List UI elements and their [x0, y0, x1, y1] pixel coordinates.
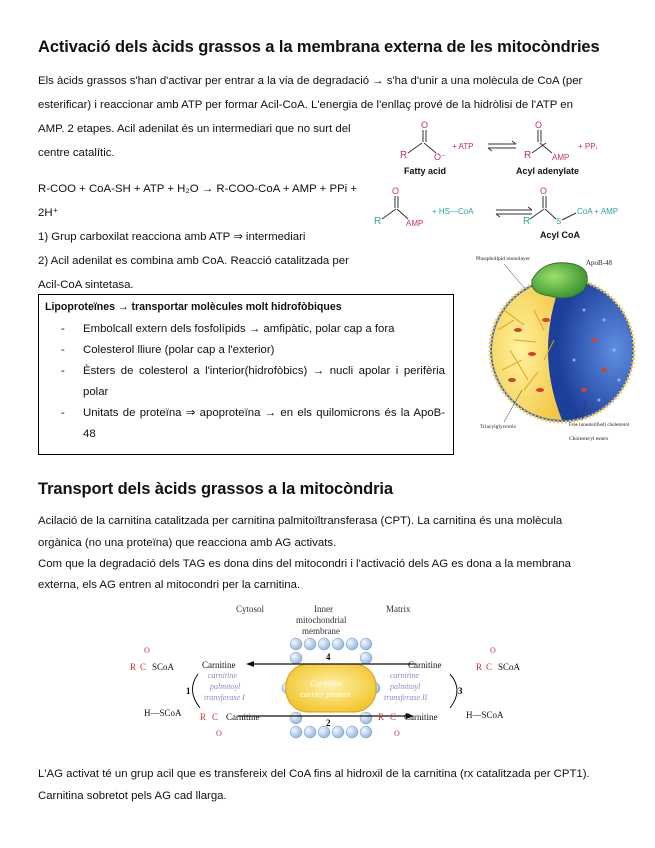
svg-text:transferase I: transferase I: [204, 693, 245, 702]
svg-text:O: O: [421, 120, 429, 130]
svg-text:transferase II: transferase II: [384, 693, 428, 702]
svg-text:AMP: AMP: [406, 219, 424, 228]
svg-text:O: O: [216, 729, 222, 738]
svg-text:Inner: Inner: [314, 604, 333, 614]
carrier-protein-label: Carnitine: [310, 678, 343, 688]
acyl-adenylate-structure: [516, 120, 579, 176]
acylcarnitine-right: Carnitine: [404, 712, 438, 722]
step-1: 1) Grup carboxilat reacciona amb ATP ⇒ intermediari: [38, 231, 306, 243]
phospholipid-label: Phospholipid monolayer: [476, 256, 530, 262]
chylomicron-figure: [474, 250, 642, 450]
svg-text:R: R: [523, 216, 531, 227]
svg-text:membrane: membrane: [302, 626, 340, 636]
svg-text:C: C: [212, 712, 219, 722]
activation-paragraph-line1: Els àcids grassos s'han d'activar per entrar a la via de degradació → s'ha d'unir a una molècula de CoA (per: [38, 75, 583, 87]
list-item: - Colesterol lliure (polar cap a l'exterior): [61, 344, 275, 356]
svg-text:C: C: [390, 712, 397, 722]
acyl-activation-figure: [370, 120, 640, 245]
svg-text:O: O: [535, 120, 543, 130]
svg-text:R: R: [378, 712, 385, 722]
activation-paragraph-line2: esterificar) i reaccionar amb ATP per formar Acil-CoA. L'energia de l'enllaç prové de la hidròlisi de l'ATP en: [38, 99, 573, 111]
list-item: - Unitats de proteïna ⇒ apoproteïna → en els quilomicrons és la ApoB-48: [61, 407, 445, 440]
section-title-activation: Activació dels àcids grassos a la membrana externa de les mitocòndries: [38, 38, 600, 56]
triacylglycerols-label: Triacylglycerols: [480, 424, 516, 430]
lipoprotein-box-title: Lipoproteïnes → transportar molècules molt hidrofòbiques: [45, 301, 342, 313]
section-title-transport: Transport dels àcids grassos a la mitocòndria: [38, 480, 393, 498]
svg-text:R: R: [400, 150, 408, 161]
svg-text:R: R: [476, 662, 483, 672]
svg-text:2: 2: [326, 718, 331, 728]
activation-paragraph-line3: AMP. 2 etapes. Acil adenilat és un intermediari que no surt del: [38, 123, 351, 135]
step-2-line1: 2) Acil adenilat es combina amb CoA. Reacció catalitzada per: [38, 255, 349, 267]
svg-text:O: O: [144, 646, 150, 655]
svg-text:O: O: [392, 186, 400, 196]
transport-paragraph-line4: externa, els AG entren al mitocondri per la carnitina.: [38, 579, 301, 591]
reaction-equation-line1: R-COO + CoA-SH + ATP + H₂O → R-COO-CoA + AMP + PPi +: [38, 183, 358, 195]
transport-paragraph-line2: orgànica (no una proteïna) que reacciona amb AG activats.: [38, 537, 337, 549]
apob48-label: ApoB-48: [586, 259, 613, 267]
lipoprotein-list: [39, 319, 453, 445]
acyl-transfer-line1: L'AG activat té un grup acil que es transfereix del CoA fins al hidroxil de la carnitina (rx catalitzada per CPT1).: [38, 768, 590, 780]
matrix-label: Matrix: [386, 604, 411, 614]
cpt2-label: carnitine: [390, 671, 419, 680]
cholesteryl-esters-label: Cholesteryl esters: [569, 436, 609, 442]
lipoprotein-box: [38, 294, 454, 455]
hscoa-left: H—SCoA: [144, 708, 182, 718]
svg-text:palmitoyl: palmitoyl: [390, 682, 421, 691]
svg-text:4: 4: [326, 652, 331, 662]
acyl-coa-label: Acyl CoA: [540, 230, 581, 240]
carnitine-shuttle-figure: [128, 598, 528, 758]
svg-text:3: 3: [458, 686, 463, 696]
svg-text:O: O: [540, 186, 548, 196]
ppi-label: + PPᵢ: [578, 142, 597, 151]
coa-amp-label: CoA + AMP: [577, 207, 619, 216]
svg-text:O⁻: O⁻: [434, 152, 446, 162]
svg-text:C: C: [486, 662, 493, 672]
svg-text:R: R: [524, 150, 532, 161]
transport-paragraph-line3: Com que la degradació dels TAG es dona dins del mitocondri i l'activació dels AG es dona a la membrana: [38, 558, 571, 570]
svg-text:mitochondrial: mitochondrial: [296, 615, 347, 625]
hs-coa-label: + HS—CoA: [432, 207, 474, 216]
carnitine-left-top: Carnitine: [202, 660, 236, 670]
svg-text:palmitoyl: palmitoyl: [210, 682, 241, 691]
transport-paragraph-line1: Acilació de la carnitina catalitzada per carnitina palmitoïltransferasa (CPT). La carnitina és una molècula: [38, 515, 563, 527]
svg-text:R: R: [130, 662, 137, 672]
atp-label: + ATP: [452, 142, 474, 151]
acyl-adenylate-label: Acyl adenylate: [516, 166, 580, 176]
svg-text:O: O: [394, 729, 400, 738]
svg-text:R: R: [374, 216, 382, 227]
free-cholesterol-label: Free (unesterified) cholesterol: [569, 423, 630, 428]
reaction-equation-line2: 2H⁺: [38, 207, 59, 219]
svg-text:O: O: [490, 646, 496, 655]
membrane-bilayer: [282, 638, 380, 738]
svg-text:1: 1: [186, 686, 191, 696]
svg-text:AMP: AMP: [552, 153, 570, 162]
activation-paragraph-line4: centre catalític.: [38, 147, 115, 159]
acylcarnitine-left: Carnitine: [226, 712, 260, 722]
svg-text:SCoA: SCoA: [152, 662, 175, 672]
svg-text:R: R: [200, 712, 207, 722]
list-item: - Embolcall extern dels fosfolípids → amfipàtic, polar cap a fora: [61, 323, 395, 335]
fatty-acid-structure: [400, 120, 446, 176]
acyl-coa-structure: [523, 186, 618, 240]
hscoa-right: H—SCoA: [466, 710, 504, 720]
svg-text:carrier protein: carrier protein: [300, 689, 351, 699]
carnitine-right-top: Carnitine: [408, 660, 442, 670]
list-item: - Èsters de colesterol a l'interior(hidrofòbics) → nucli apolar i perifèria polar: [61, 365, 445, 398]
acyl-transfer-line2: Carnitina sobretot pels AG cad llarga.: [38, 790, 227, 802]
step-2-line2: Acil-CoA sintetasa.: [38, 279, 134, 291]
acyl-adenylate-structure-2: [374, 186, 423, 228]
svg-text:S: S: [556, 217, 562, 226]
svg-text:C: C: [140, 662, 147, 672]
cytosol-label: Cytosol: [236, 604, 265, 614]
fatty-acid-label: Fatty acid: [404, 166, 447, 176]
cpt1-label: carnitine: [208, 671, 237, 680]
svg-text:SCoA: SCoA: [498, 662, 521, 672]
